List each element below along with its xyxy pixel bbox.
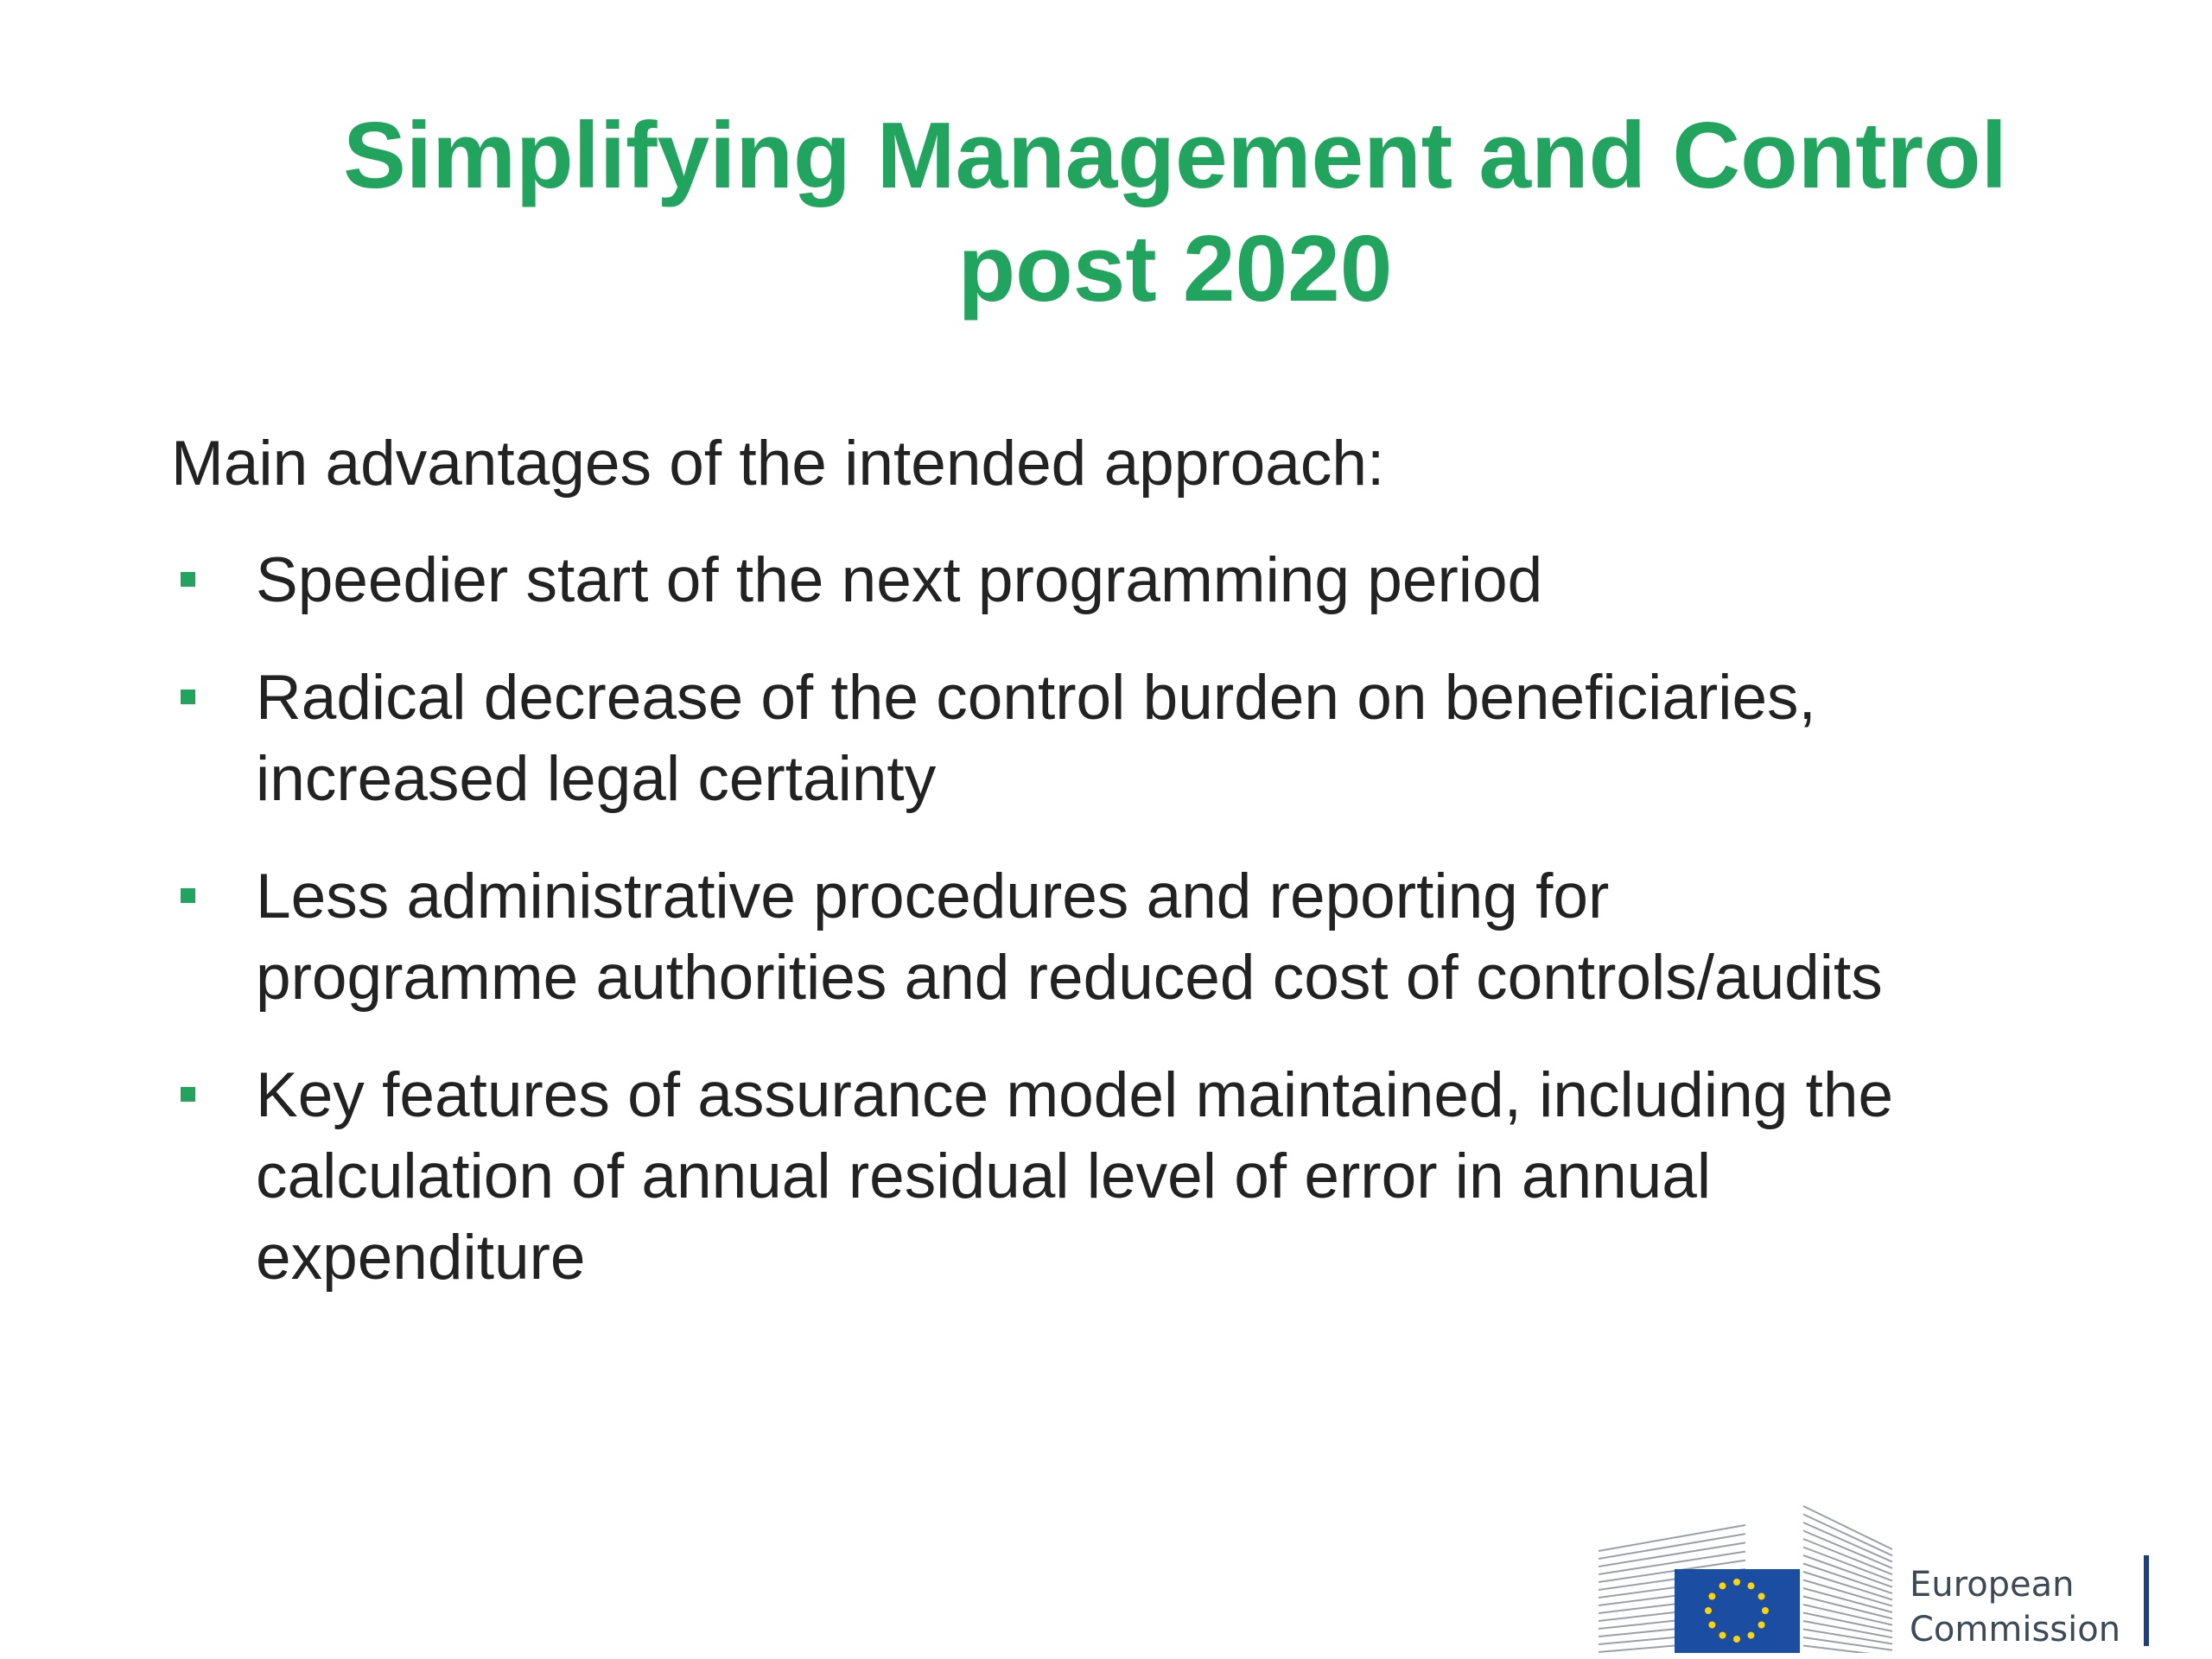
bullet-item <box>171 856 2107 1019</box>
bullet-item <box>171 540 2107 621</box>
bullet-text: programme authorities and reduced cost of controls/audits <box>256 943 1883 1013</box>
square-bullet-icon <box>181 1087 195 1102</box>
eu-star-icon <box>1733 1636 1740 1643</box>
square-bullet-icon <box>181 690 195 704</box>
eu-star-icon <box>1733 1579 1740 1586</box>
bullet-text: Speedier start of the next programming period <box>256 545 1543 615</box>
bullet-item <box>171 1055 2107 1299</box>
eu-star-icon <box>1748 1632 1755 1639</box>
slide-title-line-1: Simplifying Management and Control <box>343 103 2007 208</box>
eu-star-icon <box>1719 1632 1726 1639</box>
eu-star-icon <box>1758 1622 1765 1629</box>
bullet-text: calculation of annual residual level of error in annual <box>256 1141 1712 1211</box>
intro-text: Main advantages of the intended approach: <box>171 429 1385 499</box>
bullet-text: increased legal certainty <box>256 744 937 814</box>
bullet-text: expenditure <box>256 1223 586 1293</box>
bullet-list <box>171 540 2107 1335</box>
eu-star-icon <box>1708 1593 1715 1600</box>
logo-wordmark <box>1910 1562 2120 1652</box>
eu-star-icon <box>1748 1582 1755 1589</box>
slide-title-line-2: post 2020 <box>957 216 1393 321</box>
eu-star-icon <box>1705 1607 1712 1614</box>
logo-line-2: Commission <box>1910 1610 2121 1649</box>
bullet-item <box>171 658 2107 820</box>
square-bullet-icon <box>181 888 195 903</box>
bullet-text: Key features of assurance model maintained, including the <box>256 1060 1894 1130</box>
bullet-text: Less administrative procedures and reporting for <box>256 861 1610 931</box>
logo-divider <box>2144 1555 2149 1646</box>
eu-star-icon <box>1762 1607 1769 1614</box>
eu-star-icon <box>1719 1582 1726 1589</box>
bullet-text: Radical decrease of the control burden on beneficiaries, <box>256 663 1816 733</box>
eu-star-icon <box>1708 1622 1715 1629</box>
eu-star-icon <box>1758 1593 1765 1600</box>
logo-line-1: European <box>1910 1565 2075 1605</box>
square-bullet-icon <box>181 572 195 587</box>
slide-title <box>138 99 2212 326</box>
